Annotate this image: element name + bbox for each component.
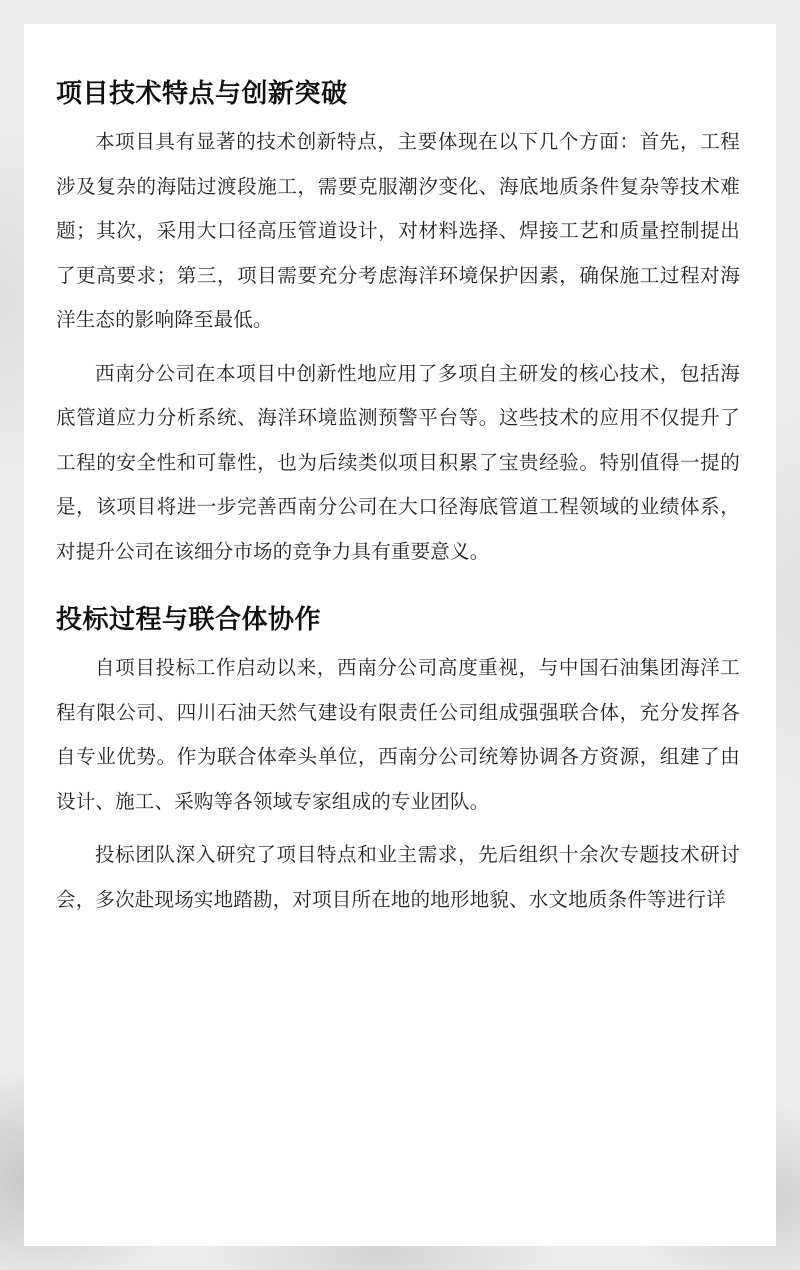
- paragraph: 西南分公司在本项目中创新性地应用了多项自主研发的核心技术，包括海底管道应力分析系统、海洋环境监测预警平台等。这些技术的应用不仅提升了工程的安全性和可靠性，也为后续类似项目积累了宝贵经验。特别值得一提的是，该项目将进一步完善西南分公司在大口径海底管道工程领域的业绩体系，对提升公司在该细分市场的竞争力具有重要意义。: [56, 361, 740, 563]
- article-page: [24, 24, 776, 1246]
- paragraph: 本项目具有显著的技术创新特点，主要体现在以下几个方面：首先，工程涉及复杂的海陆过渡段施工，需要克服潮汐变化、海底地质条件复杂等技术难题；其次，采用大口径高压管道设计，对材料选择、焊接工艺和质量控制提出了更高要求；第三，项目需要充分考虑海洋环境保护因素，确保施工过程对海洋生态的影响降至最低。: [56, 130, 740, 331]
- section-heading-tech: 项目技术特点与创新突破: [56, 79, 348, 109]
- paragraph: 自项目投标工作启动以来，西南分公司高度重视，与中国石油集团海洋工程有限公司、四川石油天然气建设有限责任公司组成强强联合体，充分发挥各自专业优势。作为联合体牵头单位，西南分公司统筹协调各方资源，组建了由设计、施工、采购等各领域专家组成的专业团队。: [56, 656, 740, 813]
- section-heading-bidding: 投标过程与联合体协作: [56, 605, 322, 635]
- paragraph: 投标团队深入研究了项目特点和业主需求，先后组织十余次专题技术研讨会，多次赴现场实地踏勘，对项目所在地的地形地貌、水文地质条件等进行详: [56, 843, 740, 911]
